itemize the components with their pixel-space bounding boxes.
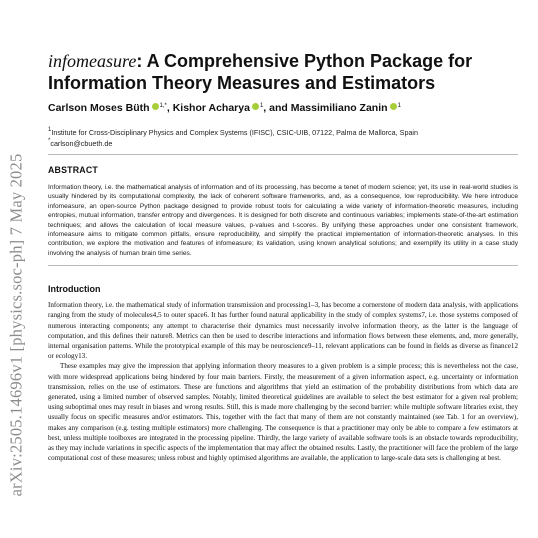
author-name: Carlson Moses Büth [48, 102, 150, 114]
contact-mark: * [48, 138, 51, 144]
author-separator: , and [263, 102, 291, 114]
paper-title [48, 50, 518, 94]
affiliations [48, 126, 518, 148]
arxiv-identifier: arXiv:2505.14696v1 [physics.soc-ph] 7 May 2025 [6, 153, 26, 497]
affiliation-text: Institute for Cross-Disciplinary Physics and Complex Systems (IFISC), CSIC-UIB, 07122, Palma de Mallorca, Spain [51, 128, 419, 137]
author-marks: 1,* [159, 103, 167, 109]
author-marks: 1 [397, 103, 401, 109]
section-heading-introduction: Introduction [48, 284, 101, 295]
contact-email[interactable]: carlson@cbueth.de [50, 139, 113, 148]
orcid-icon[interactable] [390, 103, 397, 110]
orcid-icon[interactable] [152, 103, 159, 110]
paragraph: These examples may give the impression that applying information theory measures to a given problem is a simple process; this is nevertheless not the case, with more widespread applications being hindered by four main barriers. Firstly, the measurement of a given information aspect, e.g. uncertainty or information transmission, relies on the use of estimators. These are functions and algorithms that yield an estimation of the probability distributions from which data are generated, using a limited number of observed samples. Notably, limited theoretical guidelines are available to select the best estimator for a given real problem; using suboptimal ones may result in biases and wrong results. Still, this is made more challenging by the second barrier: while multiple software libraries exist, they usually focus on specific measures and/or estimators. This, together with the fact that many of them are not constantly maintained (see Tab. 1 for an overview), makes any comparison (e.g. testing multiple estimators) more challenging. The consequence is that a practitioner may only be able to compare a few estimators at best, unless multiple toolboxes are integrated in the processing pipeline. Thirdly, the large variety of available software tools is an obstacle towards reproducibility, as they may include variations in specific aspects of the implementation that may affect the obtained results. Lastly, the practitioner will face the problem of the large computational cost of these measures; unless robust and highly optimised algorithms are available, the application to large-scale data sets is challenging at best. [48, 362, 518, 463]
author-separator: , [166, 102, 173, 114]
affiliation-mark: 1 [48, 127, 52, 133]
introduction-body [48, 300, 518, 463]
orcid-icon[interactable] [252, 103, 259, 110]
author-list [48, 102, 518, 114]
title-rest: : A Comprehensive Python Package for Information Theory Measures and Estimators [48, 51, 473, 93]
abstract-heading: ABSTRACT [48, 165, 98, 175]
author-marks: 1 [259, 103, 264, 109]
affiliation-line [48, 126, 518, 137]
abstract-text: Information theory, i.e. the mathematical analysis of information and of its processing, has become a tenet of modern science; yet, its use in real-world studies is usually hindered by its computational complexity, the lack of coherent software frameworks, and, as a consequence, low reproducibility. We here introduce infomeasure, an open-source Python package designed to provide robust tools for calculating a wide variety of information-theoretic measures, including entropies, mutual information, transfer entropy and divergences. It is designed for both discrete and continuous variables; implements state-of-the-art estimation techniques; and allows the calculation of local measure values, p-values and t-scores. By unifying these approaches under one consistent framework, infomeasure aims to mitigate common pitfalls, ensure reproducibility, and simplify the practical implementation of information-theoretic analyses. In this contribution, we explore the motivation and features of infomeasure; its validation, using known analytical solutions; and exemplify its utility in a case study involving the analysis of human brain time series. [48, 184, 518, 257]
paragraph: Information theory, i.e. the mathematical study of information transmission and processing1–3, has become a cornerstone of modern data analysis, with applications ranging from the study of molecules4,5 to outer space6. It has further found natural applicability in the study of complex systems7, i.e. those systems composed of numerous interacting components; any attempt to characterise their dynamics must necessarily involve information theory, as the latter is the language of computation, and this defines their nature8. Metrics can then be used to describe interactions and information flows between these elements, and, more generally, internal organisation patterns. While the prototypical example of this may be neuroscience9–11, relevant applications can be found in fields as diverse as finance12 or ecology13. [48, 301, 518, 361]
package-name: infomeasure [48, 51, 137, 71]
abstract-bottom-divider [48, 265, 518, 266]
paper-page [48, 50, 518, 464]
arxiv-side-stamp [2, 120, 30, 530]
abstract-top-divider [48, 154, 518, 155]
author-name: Massimiliano Zanin [290, 102, 388, 114]
author-name: Kishor Acharya [172, 102, 250, 114]
contact-line [48, 137, 518, 148]
